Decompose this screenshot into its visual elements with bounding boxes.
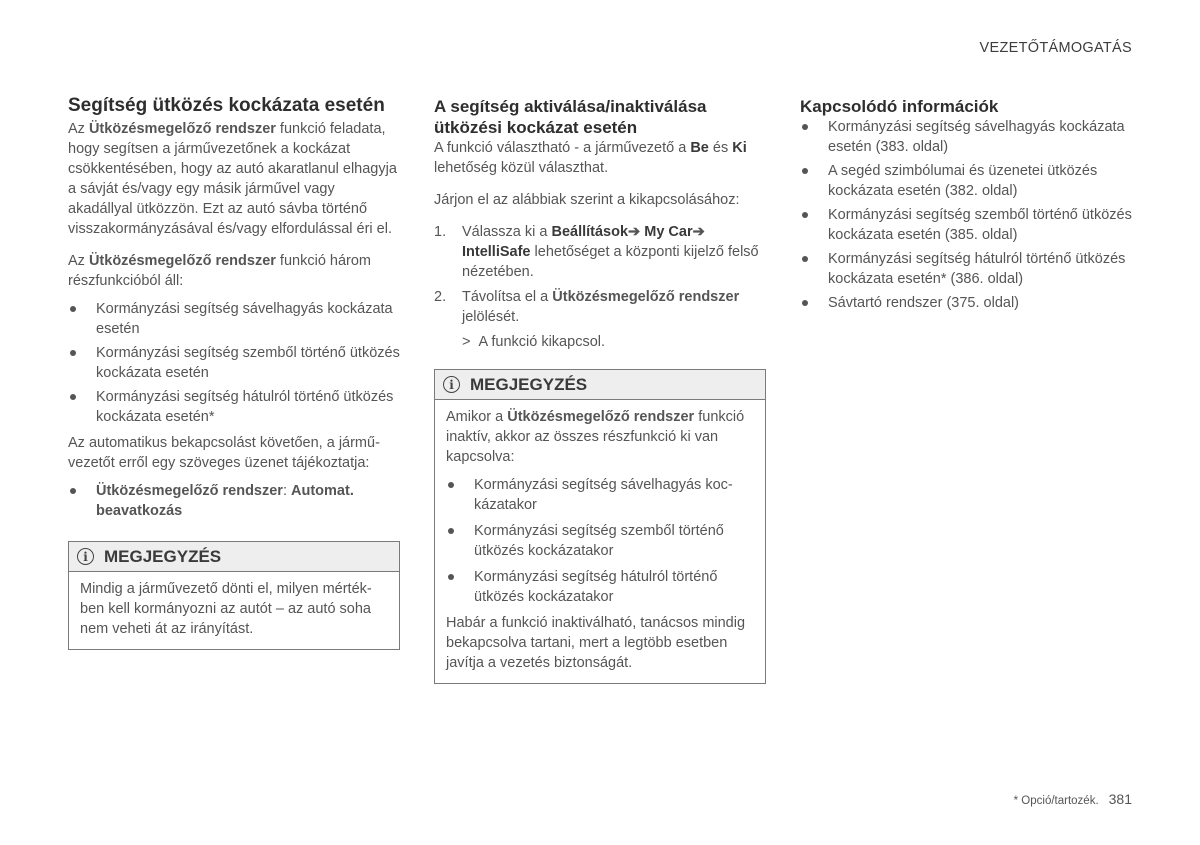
note-text-post: funkció inaktív, akkor az összes részfunkció ki van kapcsolva: [446, 409, 745, 465]
options-text-pre: A funkció választható - a járművezető a [434, 140, 691, 156]
list-item [68, 481, 400, 521]
column-left [68, 94, 400, 650]
menu-intellisafe: IntelliSafe [462, 244, 531, 260]
note-header [435, 370, 765, 400]
bullet-icon [448, 528, 454, 534]
note-title: MEGJEGYZÉS [104, 546, 222, 566]
note-list [446, 475, 754, 607]
note-paragraph [446, 407, 754, 467]
column-middle [434, 94, 766, 684]
options-text-mid: és [708, 140, 733, 156]
related-link-text[interactable]: A segéd szimbólumai és üzenetei ütközés kockázata esetén (382. oldal) [828, 163, 1098, 199]
bullet-icon [70, 350, 76, 356]
note-body [435, 400, 765, 683]
bullet-icon [802, 168, 808, 174]
note-text: Mindig a járművezető dönti el, milyen mértékben kell kormányozni az autót – az autó soha nem veheti át az irányítást. [80, 581, 372, 637]
message-text: Automat. beavatkozás [96, 483, 354, 519]
bullet-icon [802, 256, 808, 262]
bullet-icon [448, 574, 454, 580]
bullet-icon [70, 394, 76, 400]
intro-paragraph [68, 119, 400, 239]
note-header [69, 542, 399, 572]
list-item [68, 343, 400, 383]
result-marker: > [462, 334, 471, 350]
list-item [446, 475, 754, 515]
message-feature-name: Ütközésmegelőző rendszer [96, 483, 283, 499]
feature-name: Ütközésmegelőző rendszer [552, 289, 740, 305]
step-item [434, 222, 766, 282]
note-box [434, 369, 766, 684]
bullet-icon [448, 482, 454, 488]
list-item-text: Kormányzási segítség szemből történő ütközés kockázatakor [474, 523, 724, 559]
option-on: Be [690, 140, 709, 156]
note-body [69, 572, 399, 649]
section-title: Segítség ütközés kockázata esetén [68, 95, 385, 116]
note-text-pre: Amikor a [446, 409, 508, 425]
column-right [800, 94, 1135, 317]
related-links-list [800, 117, 1135, 313]
step-text-post: lehetőséget a központi kijelző felső nézetében. [462, 244, 759, 280]
list-item-text: Kormányzási segítség sávelhagyás kockázatakor [474, 477, 733, 513]
footnote: * Opció/tartozék. [1013, 795, 1099, 807]
result-text: A funkció kikapcsol. [478, 334, 606, 350]
note-box [68, 541, 400, 650]
list-item-text: Kormányzási segítség sávelhagyás kockázata esetén [96, 301, 393, 337]
options-paragraph [434, 138, 766, 178]
options-text-post: lehetőség közül választhat. [434, 160, 609, 176]
related-link-text[interactable]: Kormányzási segítség hátulról történő ütközés kockázata esetén* (386. oldal) [828, 251, 1126, 287]
option-off: Ki [732, 140, 747, 156]
related-link[interactable] [800, 205, 1135, 245]
info-icon: i [77, 548, 94, 565]
related-link-text[interactable]: Kormányzási segítség szemből történő ütközés kockázata esetén (385. oldal) [828, 207, 1132, 243]
related-link[interactable] [800, 293, 1135, 313]
instruction-paragraph: Járjon el az alábbiak szerint a kikapcsolásához: [434, 192, 740, 208]
message-list [68, 481, 400, 521]
subfunctions-paragraph [68, 251, 400, 291]
list-item [68, 299, 400, 339]
menu-my-car: My Car [644, 224, 693, 240]
activation-paragraph: Az automatikus bekapcsolást követően, a járművezetőt erről egy szöveges üzenet tájékoztatja: [68, 435, 380, 471]
related-link-text[interactable]: Sávtartó rendszer (375. oldal) [828, 295, 1020, 311]
note-title: MEGJEGYZÉS [470, 374, 588, 394]
bullet-icon [802, 212, 808, 218]
bullet-icon [70, 306, 76, 312]
steps-list [434, 222, 766, 327]
step-item [434, 287, 766, 327]
message-separator: : [282, 483, 292, 499]
section-title: Kapcsolódó információk [800, 97, 999, 116]
intro-text-post: funkció feladata, hogy segítsen a járművezetőnek a kockázat csökkentésében, hogy az autó akaratlanul elhagyja a sávját és/vagy egy másik járművel vagy akadállyal ütközzön. Ezt az autó sávba történő visszakormányzásával és/vagy elfordulással éri el. [68, 121, 397, 237]
bullet-icon [802, 124, 808, 130]
intro-text-pre: Az [68, 121, 89, 137]
info-icon: i [443, 376, 460, 393]
related-link[interactable] [800, 117, 1135, 157]
feature-name: Ütközésmegelőző rendszer [88, 121, 276, 137]
menu-settings: Beállítások [551, 224, 629, 240]
step-text-pre: Távolítsa el a [462, 289, 553, 305]
related-link[interactable] [800, 249, 1135, 289]
subfunctions-text-post: funkció három részfunkcióból áll: [68, 253, 372, 289]
list-item [446, 521, 754, 561]
subfunction-list [68, 299, 400, 427]
related-link[interactable] [800, 161, 1135, 201]
step-number: 1. [434, 224, 447, 240]
list-item [68, 387, 400, 427]
list-item-text: Kormányzási segítség szemből történő ütközés kockázata esetén [96, 345, 400, 381]
arrow-right-icon: ➔ [628, 224, 641, 240]
related-link-text[interactable]: Kormányzási segítség sávelhagyás kockázata esetén (383. oldal) [828, 119, 1125, 155]
step-number: 2. [434, 289, 447, 305]
list-item-text: Kormányzási segítség hátulról történő ütközés kockázata esetén* [96, 389, 394, 425]
list-item-text: Kormányzási segítség hátulról történő ütközés kockázatakor [474, 569, 718, 605]
step-text-pre: Válassza ki a [462, 224, 552, 240]
page-footer [1014, 791, 1132, 807]
note-paragraph: Habár a funkció inaktiválható, tanácsos mindig bekapcsolva tartani, mert a legtöbb esetben javítja a vezetés biztonságát. [446, 615, 746, 671]
step-result [434, 332, 766, 352]
running-header: VEZETŐTÁMOGATÁS [979, 40, 1132, 56]
bullet-icon [70, 488, 76, 494]
page-number: 381 [1108, 791, 1132, 807]
bullet-icon [802, 300, 808, 306]
list-item [446, 567, 754, 607]
subfunctions-text-pre: Az [68, 253, 89, 269]
arrow-right-icon: ➔ [692, 224, 705, 240]
section-title: A segítség aktiválása/inaktiválása ütközési kockázat esetén [434, 97, 707, 137]
step-text-post: jelölését. [462, 309, 520, 325]
feature-name: Ütközésmegelőző rendszer [88, 253, 276, 269]
feature-name: Ütközésmegelőző rendszer [507, 409, 695, 425]
